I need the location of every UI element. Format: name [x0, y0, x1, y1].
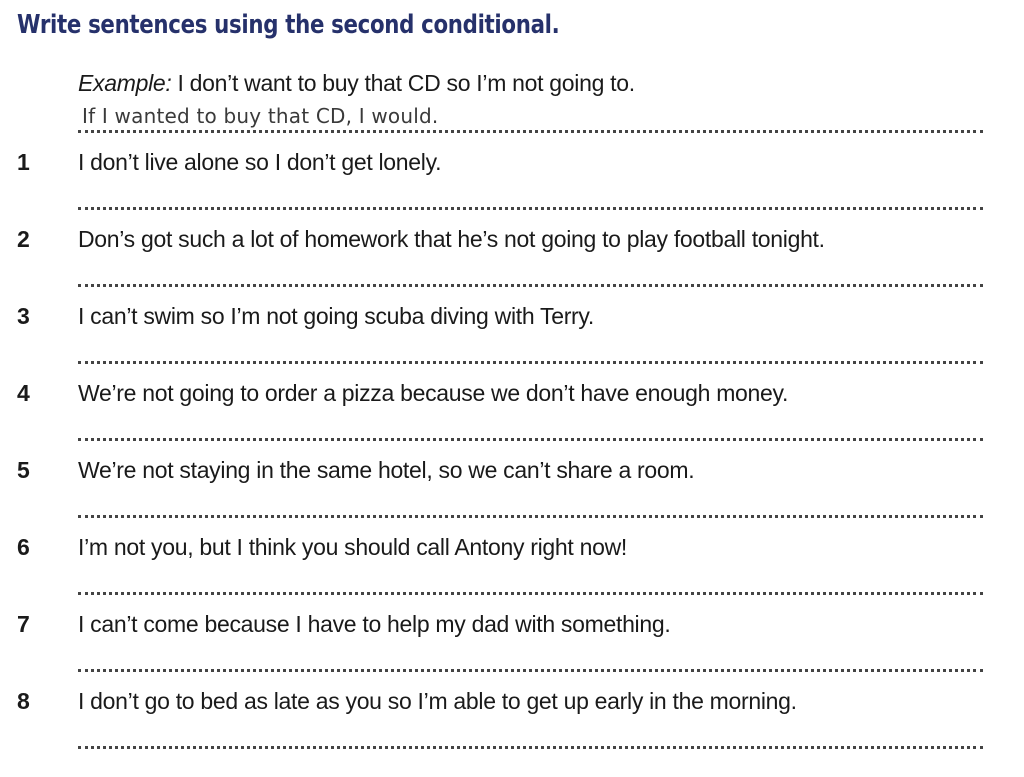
answer-line[interactable]	[78, 746, 983, 749]
item-sentence: We’re not going to order a pizza because we don’t have enough money.	[78, 380, 789, 406]
item-sentence: I don’t live alone so I don’t get lonely.	[78, 149, 442, 175]
item-number: 4	[17, 380, 30, 406]
item-number: 3	[17, 303, 30, 329]
item-number: 8	[17, 688, 30, 714]
example-answer-line	[78, 130, 983, 133]
example-label: Example:	[78, 70, 172, 96]
answer-line[interactable]	[78, 207, 983, 210]
item-sentence: We’re not staying in the same hotel, so we can’t share a room.	[78, 457, 695, 483]
answer-line[interactable]	[78, 284, 983, 287]
example-answer: If I wanted to buy that CD, I would.	[82, 104, 439, 128]
item-sentence: I’m not you, but I think you should call Antony right now!	[78, 534, 627, 560]
item-sentence: Don’s got such a lot of homework that he’s not going to play football tonight.	[78, 226, 825, 252]
item-number: 7	[17, 611, 30, 637]
example-sentence: I don’t want to buy that CD so I’m not going to.	[177, 70, 635, 96]
answer-line[interactable]	[78, 592, 983, 595]
exercise-heading: Write sentences using the second conditional.	[17, 10, 560, 40]
answer-line[interactable]	[78, 438, 983, 441]
answer-line[interactable]	[78, 515, 983, 518]
item-number: 5	[17, 457, 30, 483]
example-prompt	[78, 70, 635, 97]
item-sentence: I don’t go to bed as late as you so I’m able to get up early in the morning.	[78, 688, 797, 714]
item-number: 2	[17, 226, 30, 252]
item-number: 1	[17, 149, 30, 175]
answer-line[interactable]	[78, 669, 983, 672]
item-sentence: I can’t come because I have to help my dad with something.	[78, 611, 671, 637]
item-sentence: I can’t swim so I’m not going scuba diving with Terry.	[78, 303, 595, 329]
answer-line[interactable]	[78, 361, 983, 364]
item-number: 6	[17, 534, 30, 560]
